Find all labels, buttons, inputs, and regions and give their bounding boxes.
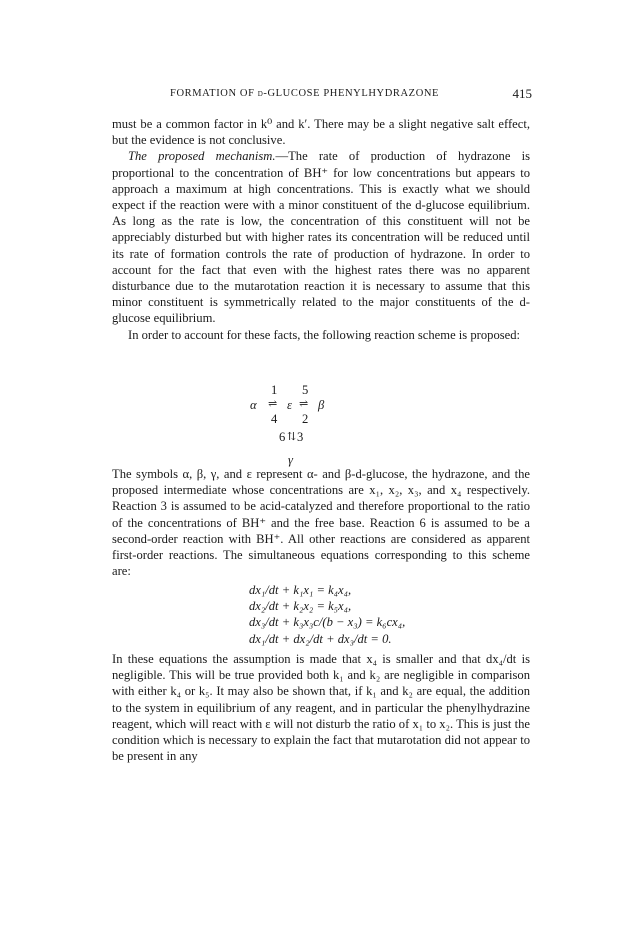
equilibrium-arrow-left: ⇌	[268, 398, 278, 410]
scheme-alpha: α	[250, 398, 257, 412]
mechanism-heading: The proposed mechanism.	[128, 149, 276, 164]
text-block-middle	[112, 466, 530, 579]
reaction-scheme	[250, 383, 400, 467]
rate-label-2: 2	[302, 412, 309, 426]
paragraph-scheme-intro: In order to account for these facts, the following reaction scheme is proposed:	[128, 327, 521, 342]
scheme-gamma: γ	[288, 453, 293, 467]
paragraph-continuation: must be a common factor in k⁰ and k′. There may be a slight negative salt effect, but the evidence is not conclusive.	[112, 117, 530, 148]
rate-label-3: 3	[297, 430, 304, 444]
running-title: FORMATION OF d-GLUCOSE PHENYLHYDRAZONE	[170, 88, 440, 99]
rate-label-5: 5	[302, 383, 309, 397]
paragraph-assumptions: In these equations the assumption is made that x₄ is smaller and that dx₄/dt is negligible. This will be true provided both k₁ and k₂ are negligible in comparison with either k₄ or k₅. It may also be shown that, if k₁ and k₂ are equal, the addition to the system in equilibrium of any reagent, and in particular the phenylhydrazine reagent, which will react with ε will not disturb the ratio of x₁ to x₂. This is just the condition which is necessary to explain the fact that mutarotation did not appear to be present in any	[112, 652, 530, 764]
equation-3: dx₃/dt + k₃x₃c/(b − x₃) = k₆cx₄,	[249, 615, 406, 630]
scheme-epsilon: ε	[287, 398, 292, 412]
vertical-equilibrium-arrow: ⇅	[287, 431, 297, 443]
text-block-bottom	[112, 651, 530, 764]
mechanism-text: —The rate of production of hydrazone is proportional to the concentration of BH⁺ for low concentrations but appears to approach a maximum at high concentrations. This is exactly what we should expect if the reaction were with a minor constituent of the d-glucose equilibrium. As long as the rate is low, the concentration of this constituent will not be appreciably disturbed but with higher rates its concentration will be reduced until its rate of formation controls the rate of production of hydrazone. In order to account for the fact that even with the highest rates there was no apparent disturbance due to the mutarotation reaction it is necessary to assume that this minor constituent is symmetrically related to the major constituents of the d-glucose equilibrium.	[112, 149, 531, 326]
equation-1: dx₁/dt + k₁x₁ = k₄x₄,	[249, 583, 352, 597]
text-block-top	[112, 116, 530, 343]
equilibrium-arrow-right: ⇌	[299, 398, 309, 410]
equation-2: dx₂/dt + k₂x₂ = k₅x₄,	[249, 599, 352, 614]
scheme-beta: β	[318, 398, 325, 412]
equation-4: dx₁/dt + dx₂/dt + dx₃/dt = 0.	[249, 631, 392, 646]
rate-label-6: 6	[279, 430, 286, 444]
page-header	[112, 88, 532, 104]
page-number: 415	[512, 86, 532, 101]
paragraph-mechanism	[112, 148, 530, 326]
equation-system	[249, 582, 509, 647]
rate-label-1: 1	[271, 383, 278, 397]
rate-label-4: 4	[271, 412, 278, 426]
paragraph-symbols: The symbols α, β, γ, and ε represent α- and β-d-glucose, the hydrazone, and the proposed intermediate whose concentrations are x₁, x₂, x₃, and x₄ respectively. Reaction 3 is assumed to be acid-catalyzed and therefore proportional to the ratio of the concentrations of BH⁺ and the free base. Reaction 6 is assumed to be a second-order reaction with BH⁺. All other reactions are considered as apparent first-order reactions. The simultaneous equations corresponding to this scheme are:	[112, 467, 530, 579]
